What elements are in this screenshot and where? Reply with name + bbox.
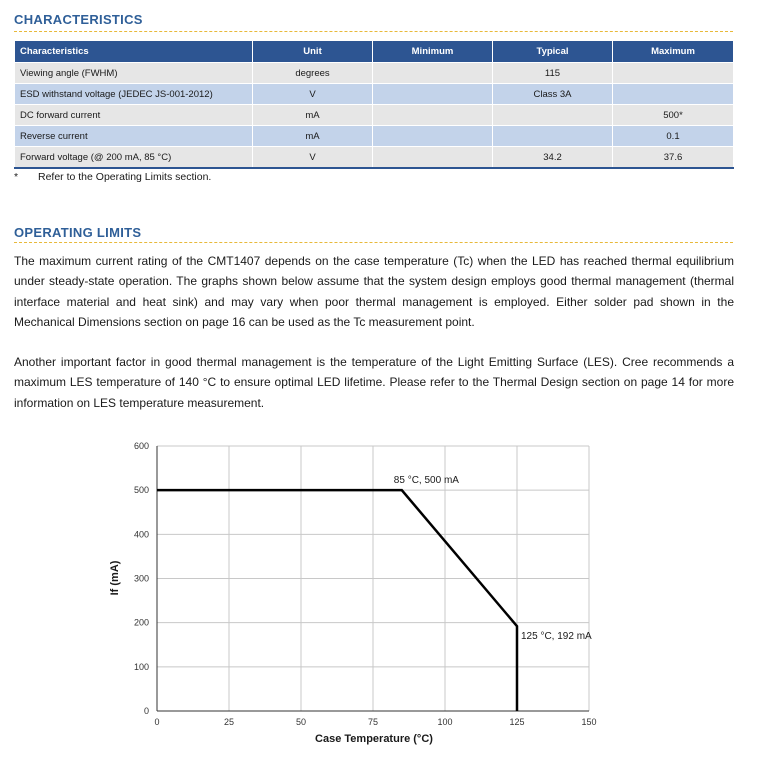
table-cell: ESD withstand voltage (JEDEC JS-001-2012) [15,84,253,105]
y-tick-label: 200 [133,617,149,628]
table-cell [373,147,493,169]
y-tick-label: 0 [143,706,149,716]
y-tick-label: 100 [133,661,149,672]
operating-limits-paragraph-1: The maximum current rating of the CMT1407 depends on the case temperature (Tc) when the LED has reached thermal equilibrium under steady-state operation. The graphs shown below assume that the system design employs good thermal management (thermal interface material and heat sink) and may vary when poor thermal management is employed. Either solder pad shown in the Mechanical Dimensions section on page 16 can be used as the Tc measurement point. [14,254,734,329]
y-tick-label: 500 [133,485,149,496]
chart-series [157,490,517,711]
operating-limits-title: OPERATING LIMITS [14,225,142,240]
chart-grid [157,446,589,711]
y-tick-label: 300 [133,573,149,584]
table-cell [613,84,734,105]
table-cell: V [253,147,373,169]
x-tick-label: 0 [154,717,160,727]
table-cell: mA [253,105,373,126]
table-cell: 500* [613,105,734,126]
y-axis-label: If (mA) [109,560,121,596]
table-cell [373,126,493,147]
operating-limits-paragraph-2: Another important factor in good thermal management is the temperature of the Light Emitting Surface (LES). Cree recommends a maximum LES temperature of 140 °C to ensure optimal LED lifetime. Please refer to the Thermal Design section on page 14 for more information on LES temperature measurement. [14,355,734,410]
table-cell: Viewing angle (FWHM) [15,63,253,84]
column-header: Typical [493,41,613,63]
table-row [15,126,734,147]
title-divider [14,31,733,32]
column-header: Maximum [613,41,734,63]
chart-annotations [394,475,592,642]
column-header: Characteristics [15,41,253,63]
table-cell [373,63,493,84]
table-cell [373,84,493,105]
x-tick-label: 100 [437,717,453,727]
derating-curve [157,490,517,711]
table-cell: DC forward current [15,105,253,126]
x-tick-label: 150 [581,717,597,727]
x-tick-label: 75 [367,717,379,727]
table-cell: Forward voltage (@ 200 mA, 85 °C) [15,147,253,169]
characteristics-table [14,40,734,169]
column-header: Minimum [373,41,493,63]
table-cell: 0.1 [613,126,734,147]
table-cell: Class 3A [493,84,613,105]
table-row [15,105,734,126]
table-row [15,147,734,169]
table-cell [373,105,493,126]
x-tick-label: 50 [295,717,307,727]
table-cell: degrees [253,63,373,84]
table-row [15,84,734,105]
table-cell: 34.2 [493,147,613,169]
table-cell: Reverse current [15,126,253,147]
x-tick-label: 125 [509,717,525,727]
footnote [14,171,211,183]
characteristics-title: CHARACTERISTICS [14,12,143,27]
table-cell [493,105,613,126]
annotation-label: 85 °C, 500 mA [393,475,459,487]
chart-tick-labels [134,441,597,727]
table-cell [613,63,734,84]
annotation-label: 125 °C, 192 mA [521,631,592,643]
x-tick-label: 25 [223,717,235,727]
current-derating-chart [0,430,760,770]
column-header: Unit [253,41,373,63]
y-tick-label: 600 [133,441,149,451]
footnote-text: Refer to the Operating Limits section. [38,171,212,183]
table-cell: V [253,84,373,105]
y-tick-label: 400 [133,529,149,540]
table-cell: 115 [493,63,613,84]
table-row [15,63,734,84]
table-cell [493,126,613,147]
table-cell: mA [253,126,373,147]
footnote-mark: * [14,171,19,183]
title-divider [14,242,733,243]
table-header-row [15,41,734,63]
table-cell: 37.6 [613,147,734,169]
x-axis-label: Case Temperature (°C) [315,733,433,745]
